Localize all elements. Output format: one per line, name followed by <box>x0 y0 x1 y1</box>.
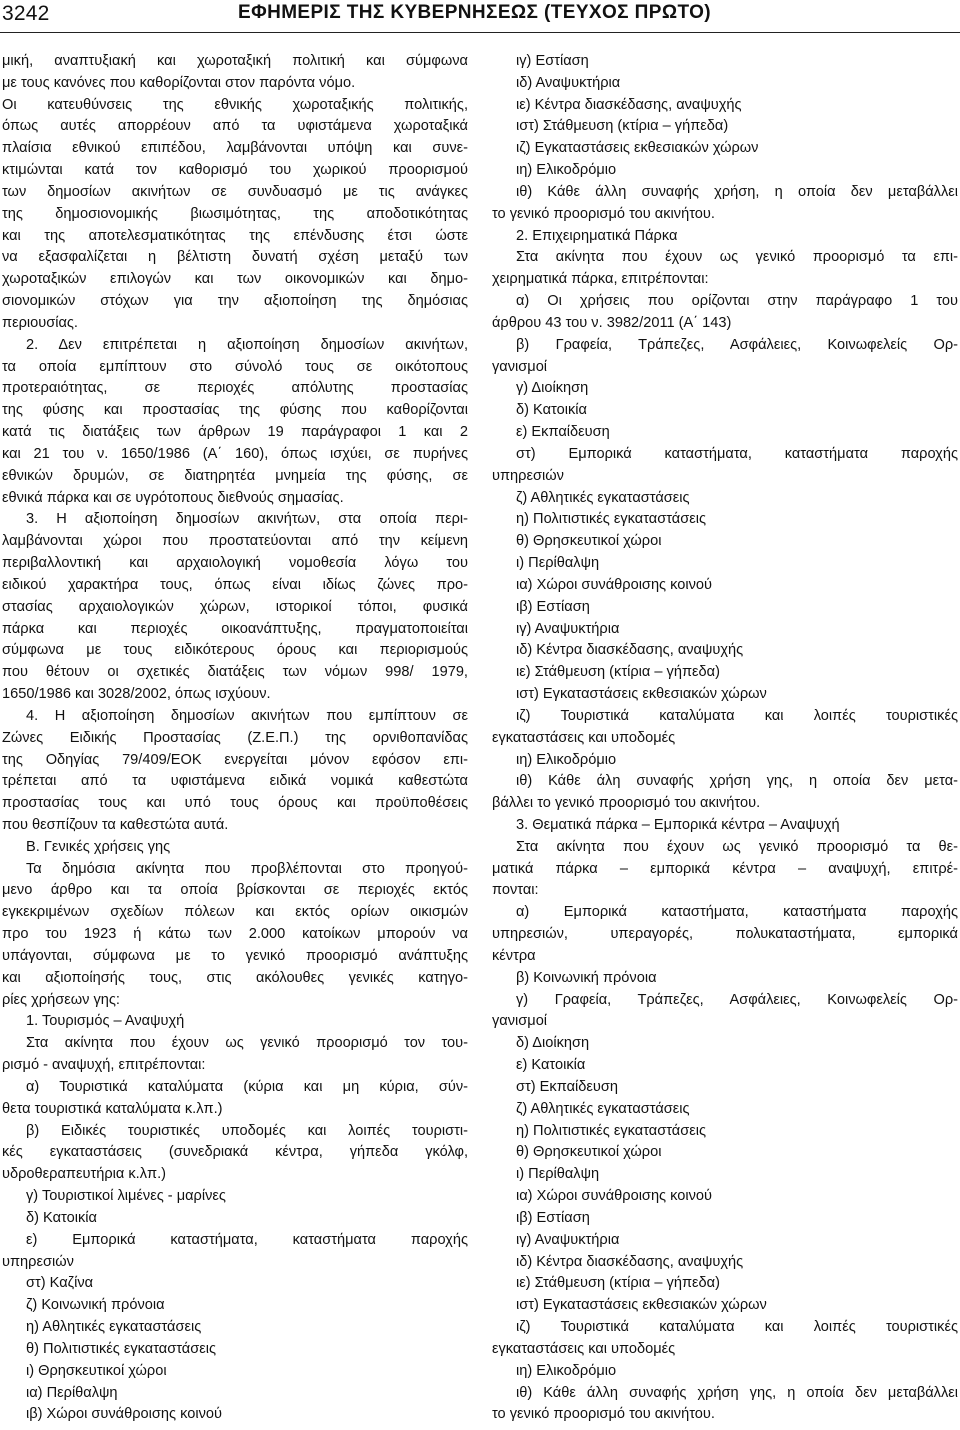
text-line: Οι κατευθύνσεις της εθνικής χωροταξικής πολιτικής, <box>2 96 468 113</box>
text-line: ια) Περίθαλψη <box>26 1384 118 1401</box>
text-line: με τους κανόνες που καθορίζονται στον παρόντα νόμο. <box>2 74 356 91</box>
page-header <box>0 0 960 40</box>
text-line: προστασίας τους και υπό τους όρους και προϋποθέσεις <box>2 795 468 812</box>
running-title: ΕΦΗΜΕΡΙΣ ΤΗΣ ΚΥΒΕΡΝΗΣΕΩΣ (ΤΕΥΧΟΣ ΠΡΩΤΟ) <box>238 2 712 23</box>
text-line: στ) Καζίνα <box>26 1275 94 1292</box>
text-line: 1650/1986 και 3028/2002, όπως ισχύουν. <box>2 686 271 703</box>
text-line: χωροταξικών επιλογών και των οικονομικών και δημο- <box>2 271 468 288</box>
left-text-column <box>2 51 468 1426</box>
text-line: ιε) Στάθμευση (κτίρια – γήπεδα) <box>516 1275 720 1292</box>
text-line: ιβ) Εστίαση <box>516 598 590 615</box>
text-line: α) Τουριστικά καταλύματα (κύρια και μη κύρια, σύν- <box>26 1078 468 1095</box>
text-line: α) Οι χρήσεις που ορίζονται στην παράγραφο 1 του <box>516 293 958 310</box>
text-line: ιγ) Εστίαση <box>516 53 589 69</box>
text-line: ιη) Ελικοδρόμιο <box>516 1362 617 1379</box>
text-line: Τα δημόσια ακίνητα που προβλέπονται στο προηγού- <box>26 860 468 877</box>
text-line: όπως αυτές απορρέουν από τα υφιστάμενα χωροταξικά <box>2 118 468 135</box>
text-line: ιζ) Εγκαταστάσεις εκθεσιακών χώρων <box>516 140 759 157</box>
text-line: δ) Κατοικία <box>516 402 587 419</box>
text-line: υπάγονται, σύμφωνα με το γενικό προορισμό ανάπτυξης <box>2 947 468 964</box>
text-line: λαμβάνονται χώροι που προστατεύονται από την κείμενη <box>2 533 468 550</box>
text-line: της φύσης και προστασίας της φύσης που καθορίζονται <box>2 402 468 419</box>
text-line: που θεσπίζουν τα καθεστώτα αυτά. <box>2 816 229 833</box>
text-line: ι) Περίθαλψη <box>516 555 600 572</box>
text-line: Β. Γενικές χρήσεις γης <box>26 838 171 855</box>
page-number: 3242 <box>2 2 50 25</box>
text-line: ιγ) Αναψυκτήρια <box>516 620 620 637</box>
text-line: να εξασφαλίζεται η βέλτιστη δυνατή σχέση μεταξύ των <box>2 249 468 266</box>
text-line: περιουσίας. <box>2 314 78 331</box>
text-line: των δημοσίων ακινήτων σε συνδυασμό με τις ανάγκες <box>2 183 468 200</box>
text-line: ε) Εμπορικά καταστήματα, καταστήματα παροχής <box>26 1231 468 1248</box>
text-line: χειρηματικά πάρκα, επιτρέπονται: <box>492 271 709 288</box>
text-line: εθνικών δρυμών, σε διατηρητέα μνημεία της φύσης, σε <box>2 467 468 484</box>
text-line: ιε) Κέντρα διασκέδασης, αναψυχής <box>516 96 742 113</box>
text-line: β) Κοινωνική πρόνοια <box>516 969 657 986</box>
text-line: η) Αθλητικές εγκαταστάσεις <box>26 1319 202 1336</box>
text-line: α) Εμπορικά καταστήματα, καταστήματα παροχής <box>516 904 958 921</box>
text-line: ιστ) Στάθμευση (κτίρια – γήπεδα) <box>516 118 729 135</box>
text-line: ιδ) Κέντρα διασκέδασης, αναψυχής <box>516 642 744 659</box>
text-line: ιβ) Εστίαση <box>516 1209 590 1226</box>
text-line: κτιμώνται κατά τον καθορισμό του χωρικού προορισμού <box>2 162 468 179</box>
text-line: ι) Περίθαλψη <box>516 1166 600 1183</box>
text-line: ιζ) Τουριστικά καταλύματα και λοιπές τουριστικές <box>516 707 958 724</box>
text-line: γ) Γραφεία, Τράπεζες, Ασφάλειες, Κοινωφελείς Ορ- <box>516 991 958 1008</box>
text-line: βάλλει το γενικό προορισμό του ακινήτου. <box>492 795 761 812</box>
text-line: Στα ακίνητα που έχουν ως γενικό προορισμό τα θε- <box>516 838 958 855</box>
text-line: 2. Δεν επιτρέπεται η αξιοποίηση δημοσίων ακινήτων, <box>26 336 468 353</box>
text-line: Στα ακίνητα που έχουν ως γενικό προορισμό τα επι- <box>516 249 958 266</box>
text-line: ζ) Αθλητικές εγκαταστάσεις <box>516 489 690 506</box>
text-line: β) Ειδικές τουριστικές υποδομές και λοιπές τουριστι- <box>26 1122 468 1139</box>
text-line: υπηρεσιών <box>2 1253 74 1270</box>
text-line: η) Πολιτιστικές εγκαταστάσεις <box>516 511 707 528</box>
text-line: ια) Χώροι συνάθροισης κοινού <box>516 576 713 593</box>
text-line: τρέπεται από τα υφιστάμενα ειδικά νομικά καθεστώτα <box>2 773 468 790</box>
text-line: και της αποτελεσματικότητας της επένδυσης έτσι ώστε <box>2 227 468 244</box>
text-line: ιβ) Χώροι συνάθροισης κοινού <box>26 1406 222 1423</box>
text-line: ιδ) Αναψυκτήρια <box>516 74 621 91</box>
text-line: τα οποία εμπίπτουν στο σύνολό τους σε οικότοπους <box>2 358 468 375</box>
text-line: θετα τουριστικά καταλύματα κ.λπ.) <box>2 1100 223 1117</box>
text-line: το γενικό προορισμό του ακινήτου. <box>492 205 715 222</box>
text-line: εγκαταστάσεις και υποδομές <box>492 729 676 746</box>
text-line: υπηρεσιών, υπεραγορές, πολυκαταστήματα, εμπορικά <box>492 926 958 943</box>
text-line: κές εγκαταστάσεις (συνεδριακά κέντρα, γήπεδα γκόλφ, <box>2 1144 468 1161</box>
text-line: κατά τις διατάξεις των άρθρων 19 παράγραφοι 1 και 2 <box>2 424 468 441</box>
text-line: γανισμοί <box>492 358 548 375</box>
text-line: ειδικού χαρακτήρα τους, όπως είναι ιδίως ζώνες προ- <box>2 576 468 593</box>
text-line: 3. Η αξιοποίηση δημοσίων ακινήτων, στα οποία περι- <box>26 511 468 528</box>
text-line: Ζώνες Ειδικής Προστασίας (Ζ.Ε.Π.) της ορνιθοπανίδας <box>2 729 468 746</box>
text-line: ιγ) Αναψυκτήρια <box>516 1231 620 1248</box>
text-line: εθνικά πάρκα και σε υγρότοπους διεθνούς σημασίας. <box>2 489 344 506</box>
text-line: άρθρου 43 του ν. 3982/2011 (Α΄ 143) <box>492 314 732 331</box>
text-line: και αξιοποίησής τους, στις ακόλουθες γενικές κατηγο- <box>2 969 468 986</box>
text-line: γ) Διοίκηση <box>516 380 589 397</box>
text-line: δ) Κατοικία <box>26 1209 97 1226</box>
text-line: 3. Θεματικά πάρκα – Εμπορικά κέντρα – Αναψυχή <box>516 816 840 833</box>
right-text-column <box>492 51 958 1426</box>
text-line: της Οδηγίας 79/409/ΕΟΚ ενεργείται μόνον εφόσον επι- <box>2 751 468 768</box>
text-line: ια) Χώροι συνάθροισης κοινού <box>516 1188 713 1205</box>
text-line: ι) Θρησκευτικοί χώροι <box>26 1362 167 1379</box>
text-line: περιβαλλοντική και αρχαιολογική νομοθεσία λόγω του <box>2 555 468 572</box>
text-line: πάρκα και περιοχές οικοανάπτυξης, πραγματοποιείται <box>2 620 468 637</box>
text-line: ιστ) Εγκαταστάσεις εκθεσιακών χώρων <box>516 686 767 703</box>
text-line: πονται: <box>492 882 539 899</box>
text-line: δ) Διοίκηση <box>516 1035 590 1052</box>
text-line: ιε) Στάθμευση (κτίρια – γήπεδα) <box>516 664 720 681</box>
text-line: γανισμοί <box>492 1013 548 1030</box>
text-line: 4. Η αξιοποίηση δημοσίων ακινήτων που εμπίπτουν σε <box>26 707 468 724</box>
text-line: ιη) Ελικοδρόμιο <box>516 751 617 768</box>
text-line: πλαίσια εθνικού επιπέδου, λαμβάνονται υπόψη και συνε- <box>2 140 468 157</box>
text-line: η) Πολιτιστικές εγκαταστάσεις <box>516 1122 707 1139</box>
text-line: θ) Θρησκευτικοί χώροι <box>516 533 662 550</box>
text-line: εγκεκριμένων σχεδίων πόλεων και εκτός ορίων οικισμών <box>2 904 468 921</box>
text-line: υπηρεσιών <box>492 467 564 484</box>
text-line: το γενικό προορισμό του ακινήτου. <box>492 1406 715 1423</box>
text-line: ζ) Κοινωνική πρόνοια <box>26 1297 165 1314</box>
text-line: β) Γραφεία, Τράπεζες, Ασφάλειες, Κοινωφελείς Ορ- <box>516 336 958 353</box>
text-line: προτεραιότητας, σε περιοχές απόλυτης προστασίας <box>2 380 468 397</box>
text-line: που θέτουν οι σχετικές διατάξεις των νόμων 998/ 1979, <box>2 664 468 681</box>
text-line: προ του 1923 ή κάτω των 2.000 κατοίκων μπορούν να <box>2 926 468 943</box>
header-divider <box>0 32 960 33</box>
text-line: ιθ) Κάθε άλλη συναφής χρήση, η οποία δεν μεταβάλλει <box>516 183 958 200</box>
text-line: μενο άρθρο και τα οποία βρίσκονται σε περιοχές εκτός <box>2 882 468 899</box>
text-line: στ) Εκπαίδευση <box>516 1078 618 1095</box>
text-line: ζ) Αθλητικές εγκαταστάσεις <box>516 1100 690 1117</box>
text-line: της δημοσιονομικής βιωσιμότητας, της αποδοτικότητας <box>2 205 468 222</box>
text-line: ιθ) Κάθε άλη συναφής χρήση γης, η οποία δεν μετα- <box>516 773 958 790</box>
text-line: ε) Κατοικία <box>516 1057 586 1074</box>
text-line: Στα ακίνητα που έχουν ως γενικό προορισμό τον του- <box>26 1035 468 1052</box>
text-line: μική, αναπτυξιακή και χωροταξική πολιτική και σύμφωνα <box>2 53 468 69</box>
text-line: ρισμό - αναψυχή, επιτρέπονται: <box>2 1057 206 1074</box>
text-line: ιζ) Τουριστικά καταλύματα και λοιπές τουριστικές <box>516 1319 958 1336</box>
text-line: 2. Επιχειρηματικά Πάρκα <box>516 227 678 244</box>
text-line: ε) Εκπαίδευση <box>516 424 610 441</box>
text-line: υδροθεραπευτήρια κ.λπ.) <box>2 1166 166 1183</box>
text-line: ματικά πάρκα – εμπορικά κέντρα – αναψυχή, επιτρέ- <box>492 860 958 877</box>
text-line: ρίες χρήσεων γης: <box>2 991 120 1008</box>
text-line: ιη) Ελικοδρόμιο <box>516 162 617 179</box>
text-line: στασίας αρχαιολογικών χώρων, ιστορικοί τόποι, φυσικά <box>2 598 468 615</box>
text-line: ιστ) Εγκαταστάσεις εκθεσιακών χώρων <box>516 1297 767 1314</box>
text-line: 1. Τουρισμός – Αναψυχή <box>26 1013 185 1030</box>
text-line: ιδ) Κέντρα διασκέδασης, αναψυχής <box>516 1253 744 1270</box>
text-line: και 21 του ν. 1650/1986 (Α΄ 160), όπως ισχύει, σε πυρήνες <box>2 445 468 462</box>
text-line: στ) Εμπορικά καταστήματα, καταστήματα παροχής <box>516 445 958 462</box>
text-line: θ) Θρησκευτικοί χώροι <box>516 1144 662 1161</box>
text-line: ιθ) Κάθε άλλη συναφής χρήση γης, η οποία δεν μεταβάλλει <box>516 1384 958 1401</box>
text-line: θ) Πολιτιστικές εγκαταστάσεις <box>26 1340 217 1357</box>
text-line: σύμφωνα με τους ειδικότερους όρους και περιορισμούς <box>2 642 468 659</box>
text-line: εγκαταστάσεις και υποδομές <box>492 1340 676 1357</box>
text-line: κέντρα <box>492 947 536 964</box>
text-line: σιονομικών στόχων για την αξιοποίηση της δημόσιας <box>2 293 468 310</box>
text-line: γ) Τουριστικοί λιμένες - μαρίνες <box>26 1188 226 1205</box>
